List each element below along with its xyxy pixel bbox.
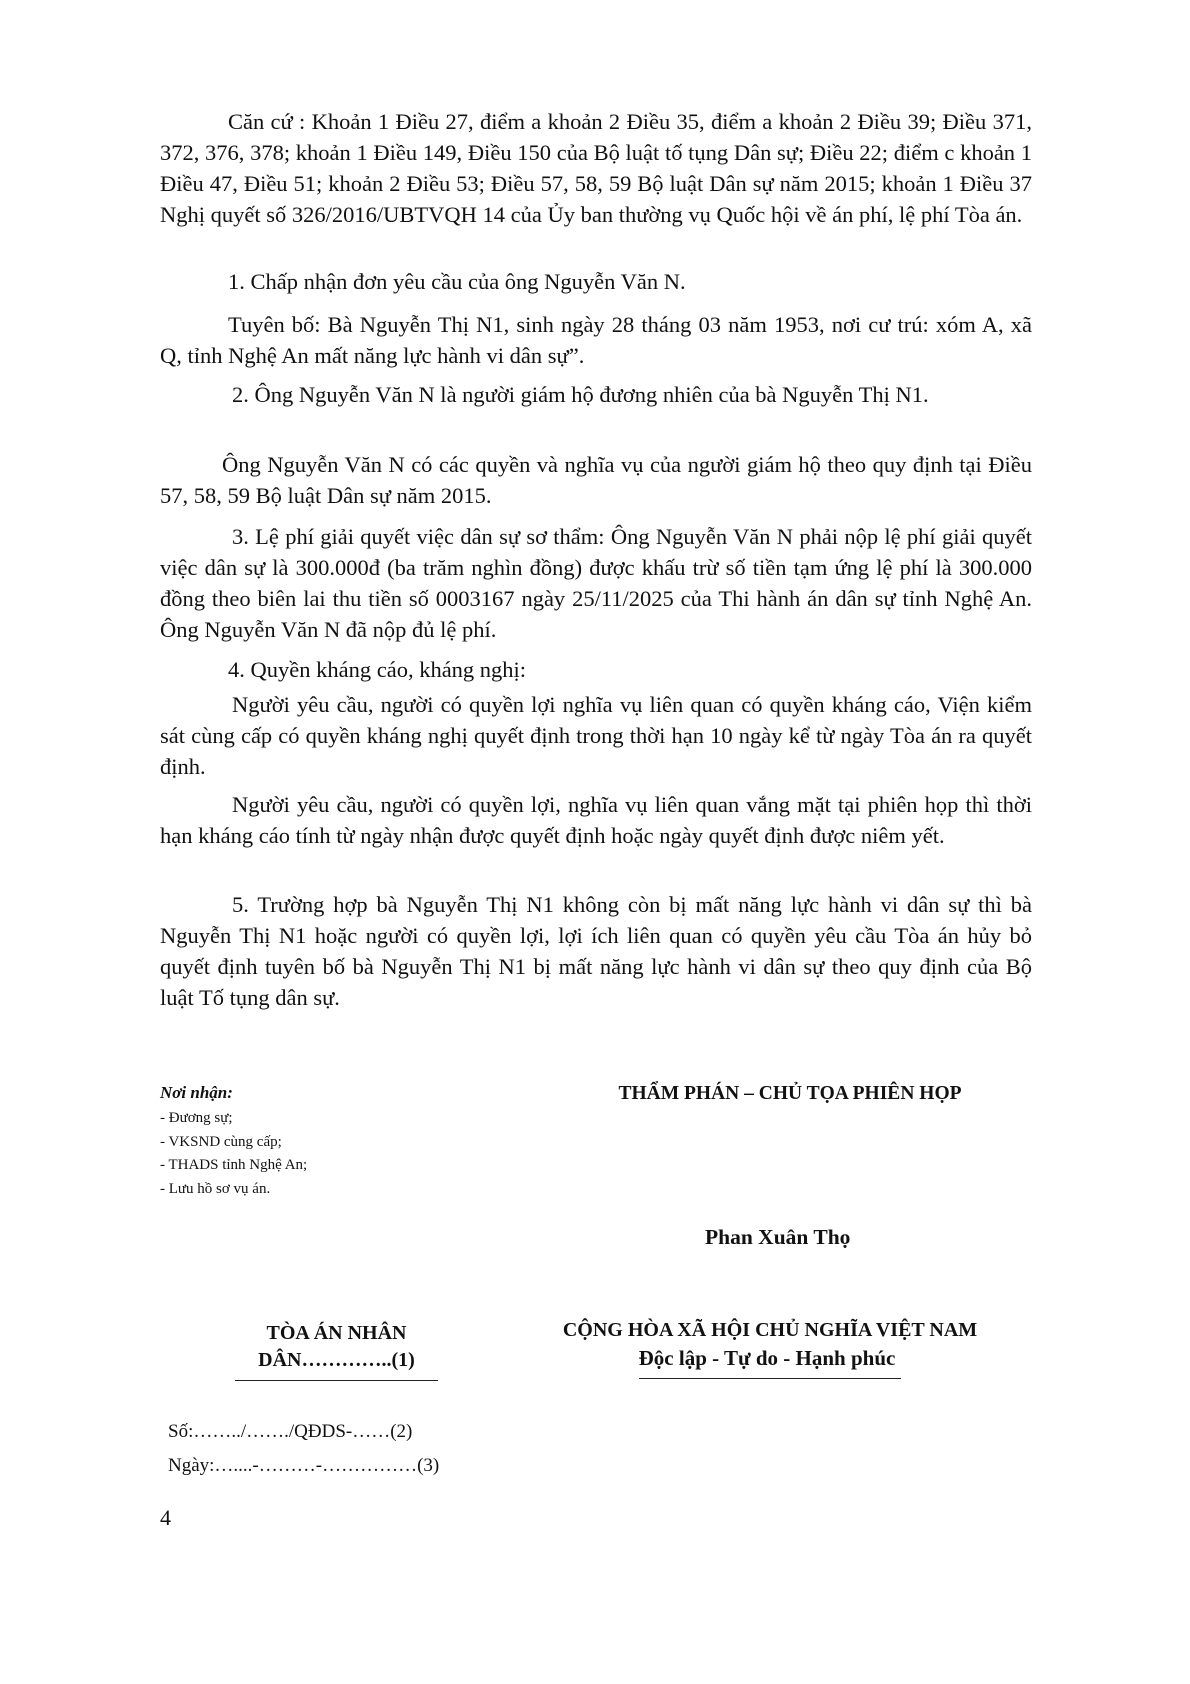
nation-title: CỘNG HÒA XÃ HỘI CHỦ NGHĨA VIỆT NAM bbox=[562, 1319, 978, 1341]
decision-item-1: 1. Chấp nhận đơn yêu cầu của ông Nguyễn Văn N. bbox=[228, 269, 686, 294]
court-name-line-1: TÒA ÁN NHÂN bbox=[266, 1322, 407, 1344]
decision-item-2: 2. Ông Nguyễn Văn N là người giám hộ đương nhiên của bà Nguyễn Thị N1. bbox=[232, 382, 929, 407]
signature-title: THẨM PHÁN – CHỦ TỌA PHIÊN HỌP bbox=[618, 1083, 962, 1104]
court-name-line-2: DÂN…………..(1) bbox=[258, 1349, 415, 1371]
recipients-title: Nơi nhận: bbox=[160, 1083, 233, 1102]
signer-name: Phan Xuân Thọ bbox=[705, 1225, 851, 1249]
declaration-paragraph: Tuyên bố: Bà Nguyễn Thị N1, sinh ngày 28 tháng 03 năm 1953, nơi cư trú: xóm A, xã Q, tỉnh Nghệ An mất năng lực hành vi dân sự”. bbox=[160, 312, 1032, 368]
document-number-block bbox=[168, 1415, 439, 1483]
decision-number: Số:……../……./QĐDS-……(2) bbox=[168, 1421, 413, 1442]
national-header bbox=[520, 1316, 1020, 1379]
recipient-item: - Đương sự; bbox=[160, 1110, 233, 1126]
decision-item-5: 5. Trường hợp bà Nguyễn Thị N1 không còn bị mất năng lực hành vi dân sự thì bà Nguyễn Thị N1 hoặc người có quyền lợi, lợi ích liên quan có quyền yêu cầu Tòa án hủy bỏ quyết định tuyên bố bà Nguyễn Thị N1 bị mất năng lực hành vi dân sự theo quy định của Bộ luật Tố tụng dân sự. bbox=[160, 892, 1032, 1010]
decision-item-3: 3. Lệ phí giải quyết việc dân sự sơ thẩm: Ông Nguyễn Văn N phải nộp lệ phí giải quyết việc dân sự là 300.000đ (ba trăm nghìn đồng) được khấu trừ số tiền tạm ứng lệ phí là 300.000 đồng theo biên lai thu tiền số 0003167 ngày 25/11/2025 của Thi hành án dân sự tỉnh Nghệ An. Ông Nguyễn Văn N đã nộp đủ lệ phí. bbox=[160, 524, 1032, 642]
decision-item-4: 4. Quyền kháng cáo, kháng nghị: bbox=[228, 657, 527, 682]
recipient-item: - VKSND cùng cấp; bbox=[160, 1133, 282, 1150]
appeal-paragraph-2: Người yêu cầu, người có quyền lợi, nghĩa vụ liên quan vắng mặt tại phiên họp thì thời hạn kháng cáo tính từ ngày nhận được quyết định hoặc ngày quyết định được niêm yết. bbox=[160, 792, 1032, 848]
decision-date: Ngày:…....-………-……………(3) bbox=[168, 1455, 440, 1476]
appeal-paragraph-1: Người yêu cầu, người có quyền lợi nghĩa vụ liên quan có quyền kháng cáo, Viện kiểm sát cùng cấp có quyền kháng nghị quyết định trong thời hạn 10 ngày kể từ ngày Tòa án ra quyết định. bbox=[160, 692, 1032, 779]
recipient-item: - THADS tỉnh Nghệ An; bbox=[160, 1157, 308, 1173]
recipients-list bbox=[160, 1107, 307, 1201]
legal-basis-paragraph: Căn cứ : Khoản 1 Điều 27, điểm a khoản 2 Điều 35, điểm a khoản 2 Điều 39; Điều 371, 372, 376, 378; khoản 1 Điều 149, Điều 150 của Bộ luật tố tụng Dân sự; Điều 22; điểm c khoản 1 Điều 47, Điều 51; khoản 2 Điều 53; Điều 57, 58, 59 Bộ luật Dân sự năm 2015; khoản 1 Điều 37 Nghị quyết số 326/2016/UBTVQH 14 của Ủy ban thường vụ Quốc hội về án phí, lệ phí Tòa án. bbox=[160, 109, 1032, 227]
guardian-rights-paragraph: Ông Nguyễn Văn N có các quyền và nghĩa vụ của người giám hộ theo quy định tại Điều 57, 58, 59 Bộ luật Dân sự năm 2015. bbox=[160, 452, 1032, 508]
court-header bbox=[235, 1320, 438, 1381]
nation-motto: Độc lập - Tự do - Hạnh phúc bbox=[639, 1344, 902, 1379]
page-number: 4 bbox=[160, 1505, 171, 1530]
recipient-item: - Lưu hồ sơ vụ án. bbox=[160, 1180, 271, 1197]
